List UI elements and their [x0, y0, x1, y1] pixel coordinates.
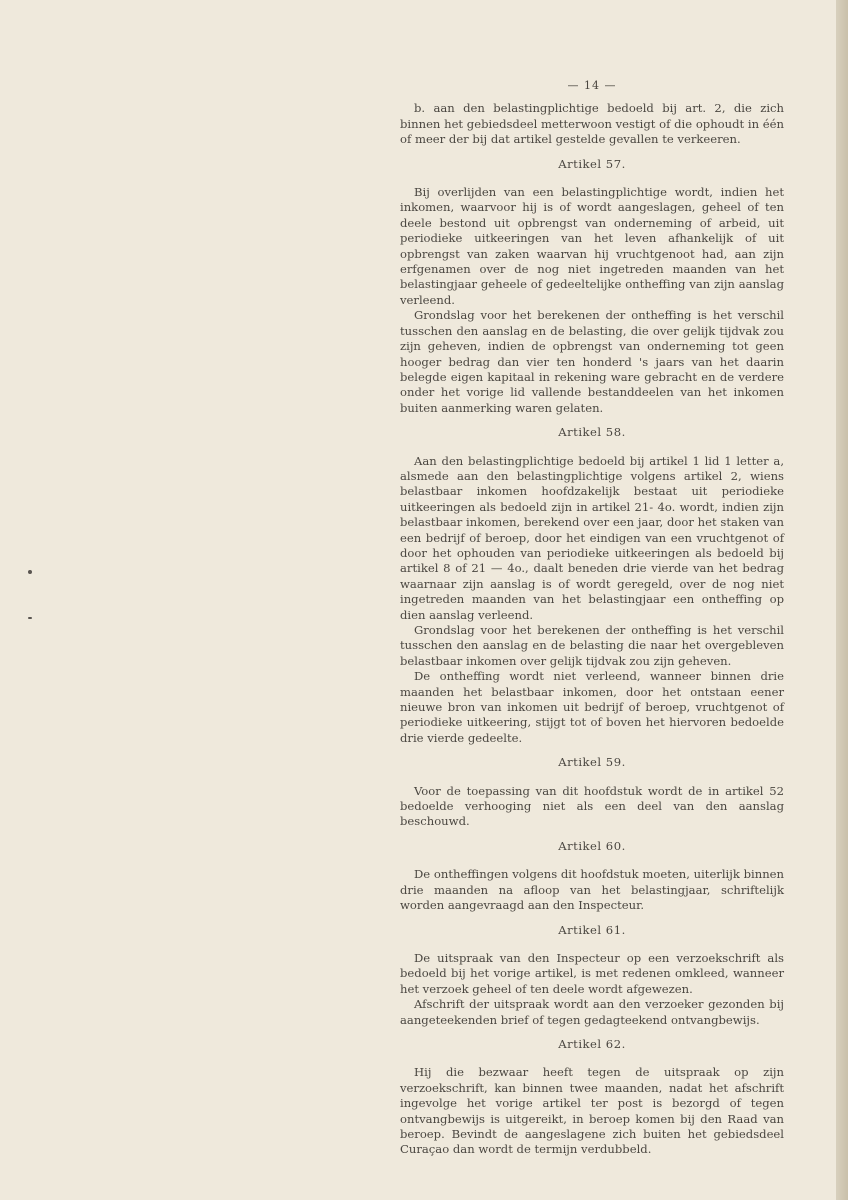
article-paragraph: Bij overlijden van een belastingplichtige wordt, indien het inkomen, waarvoor hij is of wordt aangeslagen, geheel of ten deele bestond uit opbrengst van onderneming of arbeid, uit periodieke uitkeeringen van het leven afhankelijk of uit opbrengst van zaken waarvan hij vruchtgenoot had, aan zijn erfgenamen over de nog niet ingetreden maanden van het belastingjaar geheele of gedeeltelijke ontheffing van zijn aanslag verleend.: [400, 185, 784, 307]
page-number: — 14 —: [567, 79, 617, 92]
article-paragraph: De ontheffing wordt niet verleend, wanneer binnen drie maanden het belastbaar inkomen, door het ontstaan eener nieuwe bron van inkomen uit bedrijf of beroep, vruchtgenot of periodieke uitkeering, stijgt tot of boven het hiervoren bedoelde drie vierde gedeelte.: [400, 669, 784, 745]
binding-hole-mark: [28, 617, 32, 619]
article-heading: Artikel 57.: [558, 156, 626, 171]
article-60: [400, 839, 784, 914]
article-paragraph: Grondslag voor het berekenen der ontheffing is het verschil tusschen den aanslag en de belasting die naar het overgebleven belastbaar inkomen over gelijk tijdvak zou zijn geheven.: [400, 623, 784, 668]
binding-hole-mark: [28, 570, 32, 574]
article-58: [400, 425, 784, 746]
article-paragraph: De uitspraak van den Inspecteur op een verzoekschrift als bedoeld bij het vorige artikel, is met redenen omkleed, wanneer het verzoek geheel of ten deele wordt afgewezen.: [400, 950, 784, 996]
article-heading: Artikel 61.: [558, 922, 626, 937]
intro-paragraph: b. aan den belastingplichtige bedoeld bij art. 2, die zich binnen het gebiedsdeel metterwoon vestigt of die ophoudt in één of meer der bij dat artikel gestelde gevallen te verkeeren.: [400, 101, 784, 147]
article-61: [400, 923, 784, 1028]
article-paragraph: Grondslag voor het berekenen der ontheffing is het verschil tusschen den aanslag en de belasting, die over gelijk tijdvak zou zijn geheven, indien de opbrengst van onderneming tot geen hooger bedrag dan vier ten honderd 's jaars van het daarin belegde eigen kapitaal in rekening ware gebracht en de verdere onder het vorige lid vallende bestanddeelen van het inkomen buiten aanmerking waren gelaten.: [400, 308, 784, 415]
article-paragraph: De ontheffingen volgens dit hoofdstuk moeten, uiterlijk binnen drie maanden na afloop van het belastingjaar, schriftelijk worden aangevraagd aan den Inspecteur.: [400, 867, 784, 913]
page-edge: [836, 0, 848, 1200]
article-heading: Artikel 59.: [558, 755, 626, 770]
article-paragraph: Afschrift der uitspraak wordt aan den verzoeker gezonden bij aangeteekenden brief of tegen gedagteekend ontvangbewijs.: [400, 997, 784, 1027]
article-paragraph: Voor de toepassing van dit hoofdstuk wordt de in artikel 52 bedoelde verhooging niet als een deel van den aanslag beschouwd.: [400, 783, 784, 829]
article-heading: Artikel 58.: [558, 425, 626, 440]
article-57: [400, 157, 784, 417]
article-62: [400, 1037, 784, 1158]
article-59: [400, 755, 784, 830]
article-paragraph: Aan den belastingplichtige bedoeld bij artikel 1 lid 1 letter a, alsmede aan den belastingplichtige volgens artikel 2, wiens belastbaar inkomen hoofdzakelijk bestaat uit periodieke uitkeeringen als bedoeld zijn in artikel 21- 4o. wordt, indien zijn belastbaar inkomen, berekend over een jaar, door het staken van een bedrijf of beroep, door het eindigen van een vruchtgenot of door het ophouden van periodieke uitkeeringen als bedoeld bij artikel 8 of 21 — 4o., daalt beneden drie vierde van het bedrag waarnaar zijn aanslag is of wordt geregeld, over de nog niet ingetreden maanden van het belastingjaar een ontheffing op dien aanslag verleend.: [400, 453, 784, 622]
text-column: [400, 78, 784, 1158]
article-paragraph: Hij die bezwaar heeft tegen de uitspraak op zijn verzoekschrift, kan binnen twee maanden, nadat het afschrift ingevolge het vorige artikel ter post is bezorgd of tegen ontvangbewijs is uitgereikt, in beroep komen bij den Raad van beroep. Bevindt de aangeslagene zich buiten het gebiedsdeel Curaçao dan wordt de termijn verdubbeld.: [400, 1065, 784, 1157]
article-heading: Artikel 62.: [558, 1036, 626, 1051]
article-heading: Artikel 60.: [558, 838, 626, 853]
